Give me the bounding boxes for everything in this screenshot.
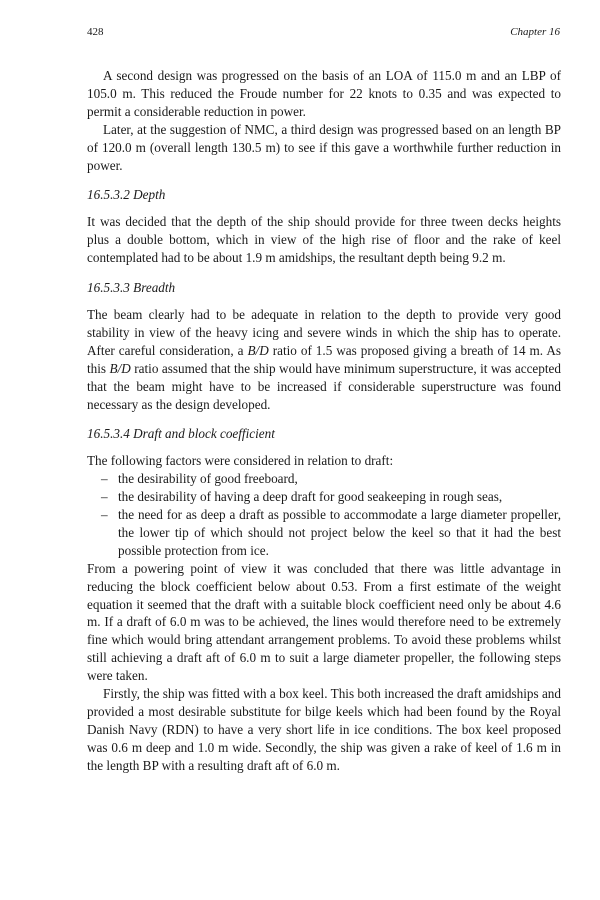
paragraph-powering: From a powering point of view it was concluded that there was little advantage in reducing the block coefficient below about 0.53. From a first estimate of the weight equation it seemed that the draft with a suitable block coefficient need only be about 4.6 m. If a draft of 6.0 m was to be achieved, the lines would therefore need to be extremely fine which would bring attendant arrangement problems. To avoid these problems whilst still achieving a draft aft of 6.0 m to suit a large diameter propeller, the following steps were taken. — [87, 560, 561, 684]
section-heading-depth: 16.5.3.2 Depth — [87, 187, 166, 203]
list-item: – the desirability of having a deep draft for good seakeeping in rough seas, — [87, 488, 561, 506]
section-heading-breadth: 16.5.3.3 Breadth — [87, 280, 176, 296]
list-item: – the desirability of good freeboard, — [87, 470, 561, 488]
chapter-label: Chapter 16 — [510, 26, 560, 38]
paragraph-draft-intro: The following factors were considered in relation to draft: — [87, 453, 394, 469]
paragraph-breadth — [87, 306, 561, 413]
page-number: 428 — [87, 26, 104, 38]
breadth-text-part-2: ratio of 1.5 was proposed giving a breath of 14 m. As this — [87, 342, 562, 376]
body-text — [87, 67, 561, 775]
breadth-text-part-3: ratio assumed that the ship would have minimum superstructure, it was accepted that the beam might have to be increased if considerable superstructure was found necessary as the design developed. — [87, 360, 561, 412]
draft-factors-list — [87, 470, 561, 560]
list-item: – the need for as deep a draft as possible to accommodate a large diameter propeller, the lower tip of which should not project below the keel so that it had the best possible protection from ice. — [87, 506, 561, 560]
bd-ratio-term: B/D — [247, 342, 269, 358]
running-header — [87, 26, 560, 42]
breadth-text-part-1: The beam clearly had to be adequate in relation to the depth to provide very good stability in view of the heavy icing and severe winds in which the ship has to operate. After careful consideration, a — [87, 306, 561, 358]
paragraph-third-design: Later, at the suggestion of NMC, a third design was progressed based on an length BP of 120.0 m (overall length 130.5 m) to see if this gave a worthwhile further reduction in power. — [87, 121, 561, 173]
paragraph-second-design: A second design was progressed on the basis of an LOA of 115.0 m and an LBP of 105.0 m. This reduced the Froude number for 22 knots to 0.35 and was expected to permit a considerable reduction in power. — [87, 68, 561, 119]
bd-ratio-term: B/D — [109, 360, 131, 376]
paragraph-box-keel: Firstly, the ship was fitted with a box keel. This both increased the draft amidships and provided a most desirable substitute for bilge keels which had been found by the Royal Danish Navy (RDN) to have a very short life in ice conditions. The box keel proposed was 0.6 m deep and 1.0 m wide. Secondly, the ship was given a rake of keel of 1.6 m in the length BP with a resulting draft aft of 6.0 m. — [87, 686, 561, 773]
paragraph-depth: It was decided that the depth of the ship should provide for three tween decks heights plus a double bottom, which in view of the high rise of floor and the rake of keel contemplated had to be about 1.9 m amidships, the resultant depth being 9.2 m. — [87, 214, 561, 266]
section-heading-draft: 16.5.3.4 Draft and block coefficient — [87, 426, 275, 442]
